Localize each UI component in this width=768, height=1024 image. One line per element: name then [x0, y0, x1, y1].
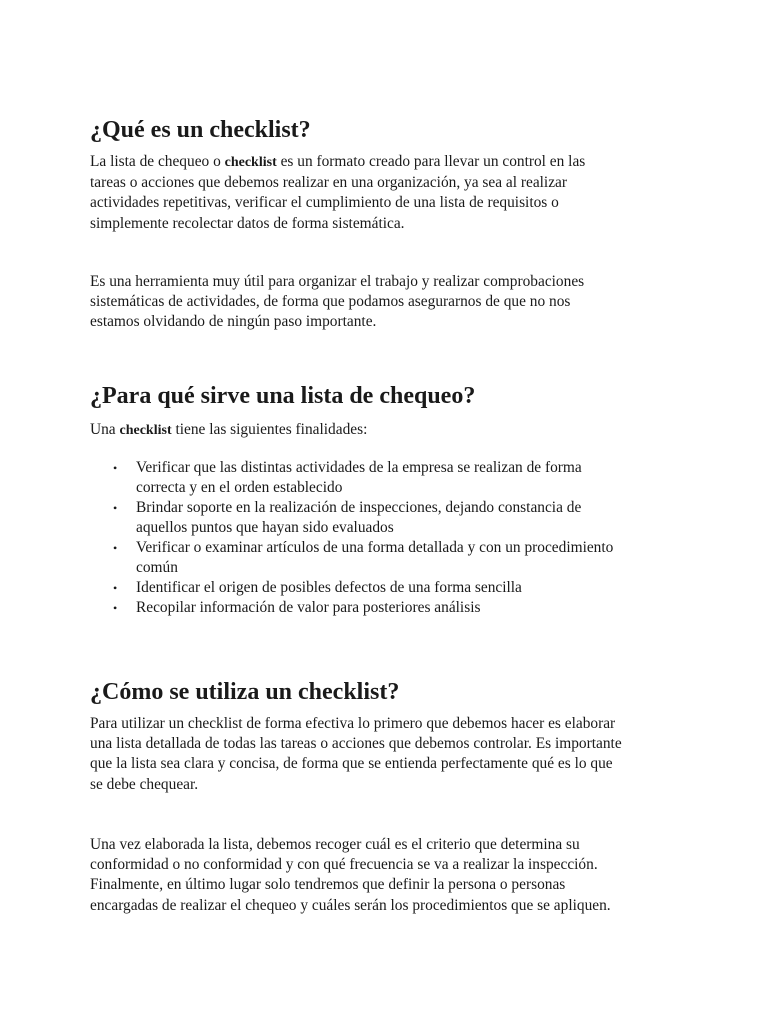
- paragraph-line: conformidad o no conformidad y con qué frecuencia se va a realizar la inspección.: [90, 856, 598, 874]
- list-item: [90, 598, 613, 618]
- bullet-icon: •: [113, 581, 118, 595]
- list-item: [90, 578, 613, 598]
- bullet-icon: •: [113, 601, 118, 615]
- paragraph-criteria: [90, 835, 680, 916]
- paragraph-how-to-use: [90, 714, 680, 795]
- list-item: [90, 498, 613, 538]
- paragraph-line: Para utilizar un checklist de forma efectiva lo primero que debemos hacer es elaborar: [90, 715, 616, 732]
- bullet-icon: •: [113, 461, 118, 475]
- paragraph-line: una lista detallada de todas las tareas o acciones que debemos controlar. Es importante: [90, 735, 622, 753]
- list-item: [90, 458, 613, 498]
- list-item-line: correcta y en el orden establecido: [136, 479, 343, 496]
- bullet-icon: •: [113, 501, 118, 515]
- list-item-line: Identificar el origen de posibles defectos de una forma sencilla: [136, 579, 522, 596]
- paragraph-line: Finalmente, en último lugar solo tendremos que definir la persona o personas: [90, 876, 566, 894]
- heading-que-es-checklist: ¿Qué es un checklist?: [90, 117, 311, 143]
- list-item-line: Brindar soporte en la realización de inspecciones, dejando constancia de: [136, 499, 582, 516]
- text-run: La lista de chequeo o: [90, 153, 225, 170]
- paragraph-usefulness: [90, 272, 680, 333]
- paragraph-line: encargadas de realizar el chequeo y cuáles serán los procedimientos que se apliquen.: [90, 896, 611, 914]
- text-run: Una: [90, 421, 120, 438]
- paragraph-line: simplemente recolectar datos de forma sistemática.: [90, 214, 405, 232]
- list-item-line: común: [136, 559, 178, 576]
- paragraph-line: sistemáticas de actividades, de forma que podamos asegurarnos de que no nos: [90, 293, 571, 311]
- bold-term: checklist: [224, 155, 277, 170]
- bullet-icon: •: [113, 541, 118, 555]
- list-item-line: aquellos puntos que hayan sido evaluados: [136, 519, 394, 536]
- paragraph-line: [90, 152, 680, 173]
- list-item-line: Verificar o examinar artículos de una forma detallada y con un procedimiento: [136, 539, 614, 556]
- list-item-line: Recopilar información de valor para posteriores análisis: [136, 599, 481, 616]
- bold-term: checklist: [119, 423, 172, 438]
- text-run: tiene las siguientes finalidades:: [171, 421, 368, 438]
- paragraph-line: Una vez elaborada la lista, debemos recoger cuál es el criterio que determina su: [90, 836, 580, 853]
- list-item-line: Verificar que las distintas actividades de la empresa se realizan de forma: [136, 459, 582, 476]
- paragraph-line: se debe chequear.: [90, 775, 199, 793]
- paragraph-line: estamos olvidando de ningún paso importante.: [90, 313, 377, 331]
- text-run: es un formato creado para llevar un control en las: [276, 153, 586, 170]
- heading-como-se-utiliza: ¿Cómo se utiliza un checklist?: [90, 679, 400, 705]
- paragraph-intro-finalidades: [90, 420, 680, 441]
- paragraph-line: que la lista sea clara y concisa, de forma que se entienda perfectamente qué es lo que: [90, 755, 613, 773]
- list-item: [90, 538, 613, 578]
- paragraph-line: Es una herramienta muy útil para organizar el trabajo y realizar comprobaciones: [90, 273, 585, 290]
- heading-para-que-sirve: ¿Para qué sirve una lista de chequeo?: [90, 383, 476, 409]
- paragraph-definition: [90, 152, 680, 234]
- finalidades-list: [90, 458, 613, 618]
- paragraph-line: actividades repetitivas, verificar el cumplimiento de una lista de requisitos o: [90, 194, 559, 212]
- paragraph-line: [90, 420, 680, 441]
- paragraph-line: tareas o acciones que debemos realizar en una organización, ya sea al realizar: [90, 174, 567, 192]
